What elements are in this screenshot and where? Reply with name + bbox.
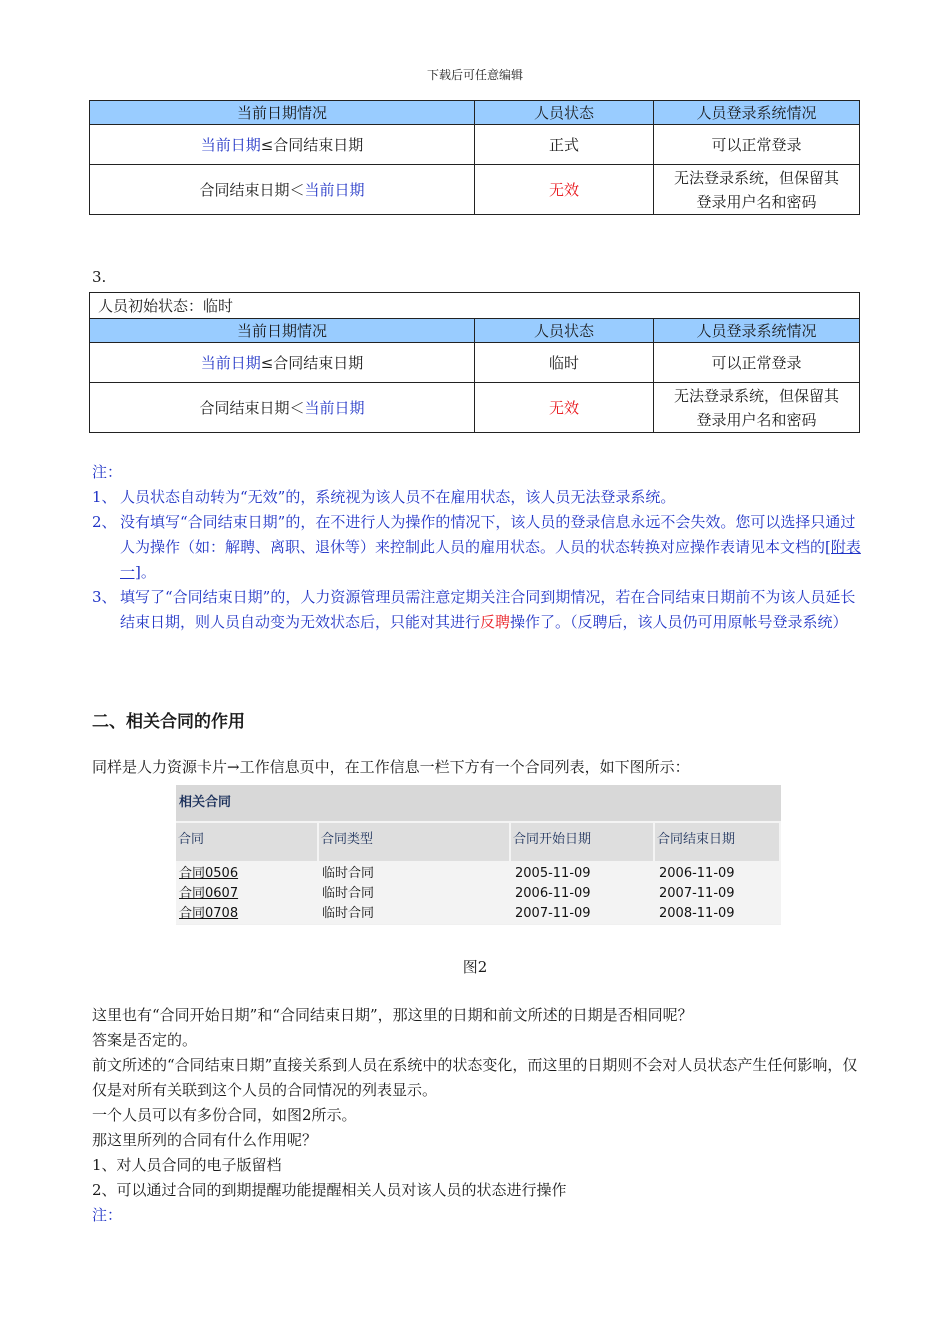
contract-link[interactable]: 合同0708 <box>179 906 239 921</box>
note-tail: 。 <box>140 563 156 581</box>
condition-cell <box>90 343 475 383</box>
contract-list-screenshot <box>176 785 781 925</box>
header-cell: 人员状态 <box>475 319 654 343</box>
status-table-2 <box>89 292 860 433</box>
page-header: 下载后可任意编辑 <box>426 68 523 82</box>
login-line: 登录用户名和密码 <box>696 192 817 211</box>
table-header-row <box>90 101 860 125</box>
body-line: 2、可以通过合同的到期提醒功能提醒相关人员对该人员的状态进行操作 <box>92 1181 567 1199</box>
rehire-highlight: 反聘 <box>480 613 511 631</box>
status-cell: 无效 <box>475 165 654 215</box>
figure-rows <box>176 861 781 924</box>
status-table-1 <box>89 100 860 215</box>
body-line: 那这里所列的合同有什么作用呢？ <box>92 1131 318 1149</box>
current-date-text: 当前日期 <box>200 135 261 154</box>
column-header: 合同类型 <box>319 823 511 861</box>
login-cell: 可以正常登录 <box>654 125 860 165</box>
note-text: 没有填写“合同结束日期”的，在不进行人为操作的情况下，该人员的登录信息永远不会失效。您可以选择只通过人为操作（如：解聘、离职、退休等）来控制此人员的雇用状态。人员的状态转换对应操作表请见本文档的 <box>120 513 856 556</box>
table-row <box>176 864 781 884</box>
contract-type: 临时合同 <box>322 866 375 881</box>
table-header-row <box>90 319 860 343</box>
body-line: 一个人员可以有多份合同，如图2所示。 <box>92 1106 357 1124</box>
initial-state-cell: 人员初始状态：临时 <box>90 293 860 319</box>
body-text <box>92 1003 862 1228</box>
login-cell <box>654 165 860 215</box>
status-cell: 临时 <box>475 343 654 383</box>
figure-caption: 图2 <box>462 958 488 976</box>
login-line: 登录用户名和密码 <box>696 410 817 429</box>
table-row <box>90 125 860 165</box>
login-cell: 可以正常登录 <box>654 343 860 383</box>
contract-end: 2006-11-09 <box>659 866 735 881</box>
contract-start: 2006-11-09 <box>515 886 591 901</box>
table-row <box>176 884 781 904</box>
current-date-text: 当前日期 <box>200 353 261 372</box>
header-cell: 当前日期情况 <box>90 101 475 125</box>
login-cell <box>654 383 860 433</box>
body-line: 答案是否定的。 <box>92 1031 198 1049</box>
condition-text: 合同结束日期＜ <box>199 398 305 417</box>
table-row <box>90 343 860 383</box>
contract-type: 临时合同 <box>322 886 375 901</box>
note-number: 2、 <box>92 513 117 531</box>
contract-start: 2007-11-09 <box>515 906 591 921</box>
status-cell: 无效 <box>475 383 654 433</box>
condition-cell <box>90 383 475 433</box>
current-date-text: 当前日期 <box>304 180 365 199</box>
condition-text: ≤合同结束日期 <box>260 135 364 154</box>
note-text: 填写了“合同结束日期”的，人力资源管理员需注意定期关注合同到期情况，若在合同结束日期前不为该人员延长结束日期，则人员自动变为无效状态后，只能对其进行 <box>120 588 856 631</box>
login-line: 无法登录系统，但保留其 <box>674 386 840 405</box>
body-line: 前文所述的“合同结束日期”直接关系到人员在系统中的状态变化，而这里的日期则不会对人员状态产生任何影响，仅仅是对所有关联到这个人员的合同情况的列表显示。 <box>92 1056 858 1099</box>
current-date-text: 当前日期 <box>304 398 365 417</box>
notes-block <box>92 460 862 635</box>
contract-link[interactable]: 合同0607 <box>179 886 239 901</box>
note-number: 3、 <box>92 588 117 606</box>
appendix-link[interactable]: [附表一] <box>120 538 861 581</box>
condition-cell <box>90 125 475 165</box>
note-number: 1、 <box>92 488 117 506</box>
note-item <box>92 510 862 585</box>
header-cell: 人员登录系统情况 <box>654 101 860 125</box>
login-line: 无法登录系统，但保留其 <box>673 168 839 187</box>
condition-cell <box>90 165 475 215</box>
table-row <box>176 904 781 924</box>
note-tail: 操作了。（反聘后，该人员仍可用原帐号登录系统） <box>510 613 848 631</box>
column-header: 合同 <box>176 823 319 861</box>
status-cell: 正式 <box>475 125 654 165</box>
contract-start: 2005-11-09 <box>515 866 591 881</box>
column-header: 合同开始日期 <box>511 823 655 861</box>
note-item <box>92 485 862 510</box>
final-note-label: 注： <box>92 1206 123 1224</box>
section-heading: 二、相关合同的作用 <box>92 712 245 732</box>
figure-title: 相关合同 <box>176 785 781 821</box>
figure-column-headers <box>176 821 781 861</box>
initial-state-row <box>90 293 860 319</box>
contract-type: 临时合同 <box>322 906 375 921</box>
header-cell: 当前日期情况 <box>90 319 475 343</box>
header-cell: 人员登录系统情况 <box>654 319 860 343</box>
table-row <box>90 383 860 433</box>
header-cell: 人员状态 <box>475 101 654 125</box>
body-line: 1、对人员合同的电子版留档 <box>92 1156 282 1174</box>
contract-end: 2008-11-09 <box>659 906 735 921</box>
table-row <box>90 165 860 215</box>
note-text: 人员状态自动转为“无效”的，系统视为该人员不在雇用状态，该人员无法登录系统。 <box>120 488 676 506</box>
condition-text: ≤合同结束日期 <box>260 353 364 372</box>
intro-paragraph: 同样是人力资源卡片→工作信息页中，在工作信息一栏下方有一个合同列表，如下图所示： <box>92 758 690 776</box>
body-line: 这里也有“合同开始日期”和“合同结束日期”，那这里的日期和前文所述的日期是否相同呢？ <box>92 1006 693 1024</box>
section-number: 3. <box>92 268 107 286</box>
contract-link[interactable]: 合同0506 <box>179 866 239 881</box>
column-header: 合同结束日期 <box>655 823 781 861</box>
condition-text: 合同结束日期＜ <box>199 180 305 199</box>
notes-title: 注： <box>92 463 123 481</box>
note-item <box>92 585 862 635</box>
contract-end: 2007-11-09 <box>659 886 735 901</box>
